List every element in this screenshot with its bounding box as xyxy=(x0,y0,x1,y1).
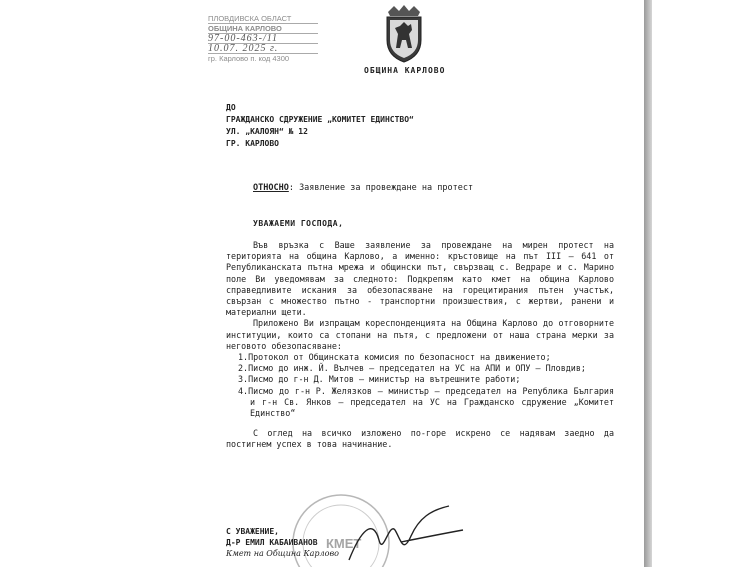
enclosure-item-3: 3.Писмо до г-н Д. Митов – министър на вътрешните работи; xyxy=(238,374,521,385)
signatory-name: Д-Р ЕМИЛ КАБАИВАНОВ xyxy=(226,538,318,547)
viewer-edge-divider xyxy=(644,0,652,567)
registration-stamp xyxy=(208,14,318,63)
letter-body xyxy=(226,240,614,451)
municipality-heading: ОБЩИНА КАРЛОВО xyxy=(364,66,446,75)
recipient-city: ГР. КАРЛОВО xyxy=(226,139,279,148)
subject-text: : Заявление за провеждане на протест xyxy=(288,183,474,193)
stamp-date: 10.07. 2025 г. xyxy=(208,44,318,54)
paragraph-1: Във връзка с Ваше заявление за провеждане на мирен протест на територията на община Карлово, а именно: кръстовище на път III – 641 от Републиканската пътна мрежа и общински път, свързващ с. Ведраре и с. Марино поле Ви уведомявам за следното: Подкрепям като кмет на община Карлово справедливите искания за обезопасяване на горецитирания пътен участък, свързан с множество пътно - транспортни произшествия, с жертви, ранени и материални щети. xyxy=(226,240,614,318)
recipient-org: ГРАЖДАНСКО СДРУЖЕНИЕ „КОМИТЕТ ЕДИНСТВО“ xyxy=(226,115,414,124)
paragraph-2: Приложено Ви изпращам кореспонденцията на Община Карлово до отговорните институции, които са стопани на пътя, с предложени от наша страна мерки за неговото обезопасяване: xyxy=(226,318,614,351)
handwritten-signature xyxy=(331,500,471,567)
enclosure-list xyxy=(226,352,614,419)
recipient-to: ДО xyxy=(226,103,236,112)
regards-line: С УВАЖЕНИЕ, xyxy=(226,527,279,536)
signatory-title: Кмет на Община Карлово xyxy=(226,549,339,558)
enclosure-item-1: 1.Протокол от Общинската комисия по безопасност на движението; xyxy=(238,352,551,363)
recipient-address xyxy=(226,102,414,150)
stamp-postal: гр. Карлово п. код 4300 xyxy=(208,54,290,63)
seal-text: КМЕТ xyxy=(326,536,362,551)
enclosure-item-2: 2.Писмо до инж. Й. Вълчев – председател на УС на АПИ и ОПУ – Пловдив; xyxy=(238,363,586,374)
subject-line xyxy=(253,183,473,193)
salutation: УВАЖАЕМИ ГОСПОДА, xyxy=(253,219,344,228)
closing-block xyxy=(226,526,339,559)
document-page xyxy=(196,0,643,567)
subject-label: ОТНОСНО xyxy=(253,183,289,193)
stamp-region: ПЛОВДИВСКА ОБЛАСТ xyxy=(208,14,318,24)
coat-of-arms-icon xyxy=(382,4,426,64)
stamp-reg-no: 97-00-463-/11 xyxy=(208,34,318,44)
stamp-office: ОБЩИНА КАРЛОВО xyxy=(208,24,318,34)
paragraph-3: С оглед на всичко изложено по-горе искрено се надявам заедно да постигнем успех в това начинание. xyxy=(226,428,614,450)
enclosure-item-4: 4.Писмо до г-н Р. Желязков – министър – председател на Република България и г-н Св. Янков – председател на УС на Гражданско сдружение „Комитет Единство“ xyxy=(238,385,614,419)
recipient-street: УЛ. „КАЛОЯН“ № 12 xyxy=(226,127,308,136)
